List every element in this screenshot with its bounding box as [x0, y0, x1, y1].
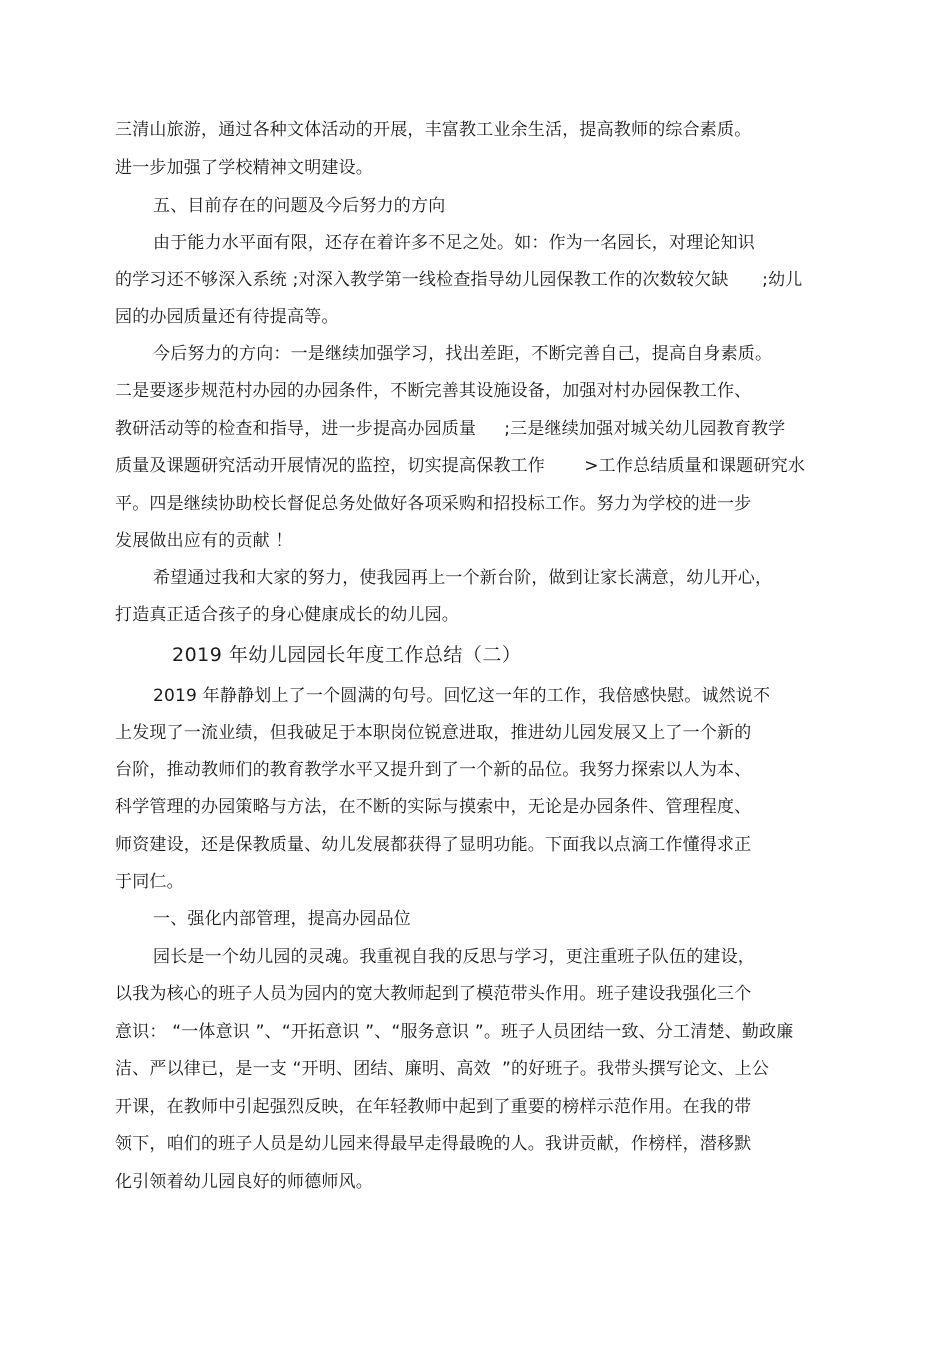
section-heading: 五、目前存在的问题及今后努力的方向: [153, 196, 446, 216]
text-line: 洁、严以律已，是一支 “开明、团结、廉明、高效 ”的好班子。我带头撰写论文、上公: [115, 1059, 770, 1079]
text-line: 三清山旅游，通过各种文体活动的开展，丰富教工业余生活，提高教师的综合素质。: [115, 120, 752, 140]
text-line: 师资建设，还是保教质量、幼儿发展都获得了显明功能。下面我以点滴工作懂得求正: [115, 835, 752, 855]
text-line: 开课，在教师中引起强烈反映，在年轻教师中起到了重要的榜样示范作用。在我的带: [115, 1097, 752, 1117]
text-line: 科学管理的办园策略与方法，在不断的实际与摸索中，无论是办园条件、管理程度、: [115, 797, 752, 817]
section-heading: 一、强化内部管理，提高办园品位: [153, 909, 411, 929]
text-line: 意识： “一体意识 ”、“开拓意识 ”、“服务意识 ”。班子人员团结一致、分工清楚、勤政廉: [115, 1022, 794, 1042]
text-line: 质量及课题研究活动开展情况的监控，切实提高保教工作 >工作总结质量和课题研究水: [115, 456, 806, 476]
text-line: 园长是一个幼儿园的灵魂。我重视自我的反思与学习，更注重班子队伍的建设，: [153, 947, 755, 967]
text-line: 化引领着幼儿园良好的师德师风。: [115, 1172, 373, 1192]
text-line: 2019 年静静划上了一个圆满的句号。回忆这一年的工作，我倍感快慰。诚然说不: [153, 686, 771, 706]
text-line: 于同仁。: [115, 872, 184, 892]
text-line: 领下，咱们的班子人员是幼儿园来得最早走得最晚的人。我讲贡献，作榜样，潜移默: [115, 1134, 752, 1154]
text-line: 平。四是继续协助校长督促总务处做好各项采购和招投标工作。努力为学校的进一步: [115, 494, 752, 514]
text-line: 的学习还不够深入系统 ;对深入教学第一线检查指导幼儿园保教工作的次数较欠缺 ;幼儿: [115, 270, 803, 290]
document-title: 2019 年幼儿园园长年度工作总结（二）: [172, 644, 522, 666]
text-line: 上发现了一流业绩，但我破足于本职岗位锐意进取，推进幼儿园发展又上了一个新的: [115, 723, 752, 743]
text-line: 教研活动等的检查和指导，进一步提高办园质量 ;三是继续加强对城关幼儿园教育教学: [115, 419, 786, 439]
text-line: 打造真正适合孩子的身心健康成长的幼儿园。: [115, 605, 459, 625]
text-line: 由于能力水平面有限，还存在着许多不足之处。如：作为一名园长，对理论知识: [153, 233, 755, 253]
text-line: 发展做出应有的贡献 ！: [115, 531, 293, 551]
text-line: 二是要逐步规范村办园的办园条件，不断完善其设施设备，加强对村办园保教工作、: [115, 381, 752, 401]
text-line: 进一步加强了学校精神文明建设。: [115, 158, 373, 178]
text-line: 以我为核心的班子人员为园内的宽大教师起到了模范带头作用。班子建设我强化三个: [115, 984, 752, 1004]
text-line: 台阶，推动教师们的教育教学水平又提升到了一个新的品位。我努力探索以人为本、: [115, 760, 752, 780]
text-line: 今后努力的方向：一是继续加强学习，找出差距，不断完善自己，提高自身素质。: [153, 344, 773, 364]
text-line: 希望通过我和大家的努力，使我园再上一个新台阶，做到让家长满意，幼儿开心，: [153, 568, 773, 588]
text-line: 园的办园质量还有待提高等。: [115, 307, 339, 327]
